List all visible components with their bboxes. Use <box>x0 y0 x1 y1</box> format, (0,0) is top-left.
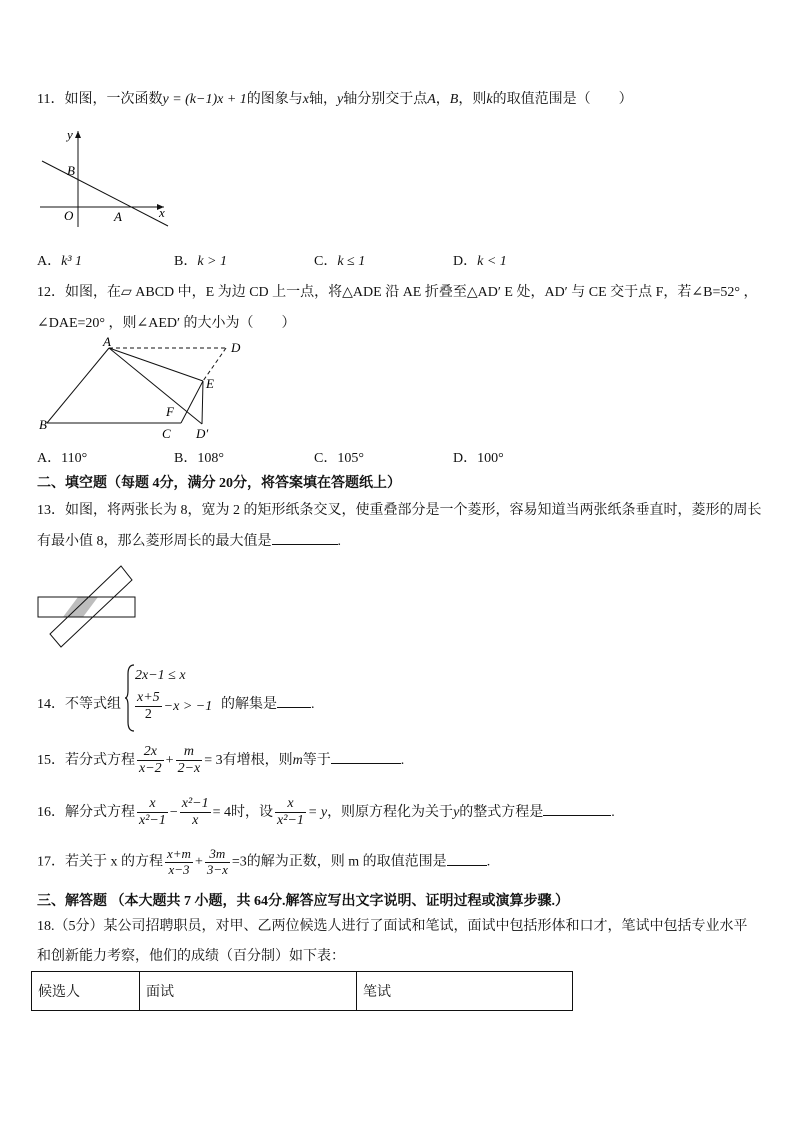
q16-answer-blank[interactable] <box>543 803 611 816</box>
q12-parallelogram-figure <box>36 335 256 445</box>
q11-option-d[interactable]: D．k < 1 <box>453 254 507 269</box>
q12-option-b[interactable]: B．108° <box>174 451 224 466</box>
q14-answer-blank[interactable] <box>277 695 311 708</box>
q14-inequality-1: 2x−1 ≤ x <box>135 668 186 683</box>
q18-stem-line1: 18.（5分）某公司招聘职员，对甲、乙两位候选人进行了面试和笔试，面试中包括形体和口才，笔试中包括专业水平 <box>37 919 748 934</box>
q12-option-d[interactable]: D．100° <box>453 451 504 466</box>
q16-stem: 16．解分式方程 $\frac{x}{\text{x²−1}}$ − $\frac{\text{x²−1}}{x}$ = 4时，设 $\frac{x}{\text{x²−1}}$ = y，则原方程化为关于y的整式方程是 . <box>37 796 615 829</box>
q11-label-y: y <box>67 127 73 142</box>
q12-side-ED2 <box>202 381 203 424</box>
q15-answer-blank[interactable] <box>331 751 401 764</box>
q12-label-F: F <box>166 404 174 419</box>
q18-score-table <box>31 971 573 1011</box>
q11-label-O: O <box>64 208 74 223</box>
q12-side-AD2 <box>109 348 202 424</box>
q11-label-x: x <box>159 205 165 220</box>
q13-overlap-rhombus <box>63 597 98 617</box>
table-header-row <box>32 972 573 1011</box>
table-header-cell: 候选人 <box>32 972 140 1011</box>
q18-stem-line2: 和创新能力考察，他们的成绩（百分制）如下表： <box>37 949 345 964</box>
q11-label-B: B <box>67 163 75 178</box>
q12-stem-line1: 12．如图，在▱ ABCD 中，E 为边 CD 上一点，将△ADE 沿 AE 折叠至△AD′ E 处，AD′ 与 CE 交于点 F，若∠B=52° ， <box>37 285 758 300</box>
table-header-cell: 笔试 <box>357 972 573 1011</box>
q12-option-a[interactable]: A．110° <box>37 451 88 466</box>
q12-label-C: C <box>162 426 171 441</box>
q13-stem-line1: 13．如图，将两张长为 8，宽为 2 的矩形纸条交叉，使重叠部分是一个菱形，容易知道当两张纸条垂直时，菱形的周长 <box>37 503 762 518</box>
q11-y-arrow <box>75 131 81 138</box>
table-header-cell: 面试 <box>140 972 357 1011</box>
q12-label-D: D <box>231 340 241 355</box>
q12-fold-AE <box>109 348 203 381</box>
q17-answer-blank[interactable] <box>447 853 487 866</box>
q11-option-c[interactable]: C．k ≤ 1 <box>314 254 366 269</box>
q11-formula: y = (k−1)x + 1 <box>162 92 247 107</box>
q13-answer-blank[interactable] <box>272 532 338 545</box>
section-2-heading: 二、填空题（每题 4分，满分 20分，将答案填在答题纸上） <box>37 476 401 491</box>
q12-label-E: E <box>206 376 214 391</box>
q11-option-a[interactable]: A．k³ 1 <box>37 254 83 269</box>
q11-graph-figure <box>36 125 176 235</box>
q13-stem-line2: 有最小值 8，那么菱形周长的最大值是 . <box>37 534 341 549</box>
q11-label-A: A <box>114 209 122 224</box>
q11-function-line <box>42 161 168 226</box>
q13-diagonal-strip <box>50 566 132 647</box>
q12-label-B: B <box>39 417 47 432</box>
q12-option-c[interactable]: C．105° <box>314 451 364 466</box>
q12-label-A: A <box>103 335 111 349</box>
q14-inequality-2: $\frac{x+5}{2}$ −x > −1 <box>137 690 213 723</box>
q12-label-D-prime: D′ <box>196 426 209 441</box>
q11-option-b[interactable]: B．k > 1 <box>174 254 228 269</box>
q13-crossed-strips-figure <box>34 560 144 652</box>
q12-side-AB <box>47 348 109 423</box>
q12-stem-line2: ∠DAE=20° ，则∠AED′ 的大小为（ ） <box>37 316 296 331</box>
q15-stem: 15．若分式方程 $\frac{2x}{x-2}$ + $\frac{m}{2-x}$ = 3有增根，则m等于 . <box>37 744 405 777</box>
section-3-heading: 三、解答题 （本大题共 7 小题，共 64分.解答应写出文字说明、证明过程或演算步骤.） <box>37 894 569 909</box>
q17-stem: 17．若关于 x 的方程 $\frac{x+m}{x-3}$ + $\frac{3m}{3-x}$ =3的解为正数，则 m 的取值范围是 . <box>37 846 491 877</box>
q12-side-EC <box>181 381 203 423</box>
q11-stem: 11．如图，一次函数y = (k−1)x + 1的图象与x轴，y轴分别交于点A，B，则k的取值范围是（ ） <box>37 92 633 107</box>
